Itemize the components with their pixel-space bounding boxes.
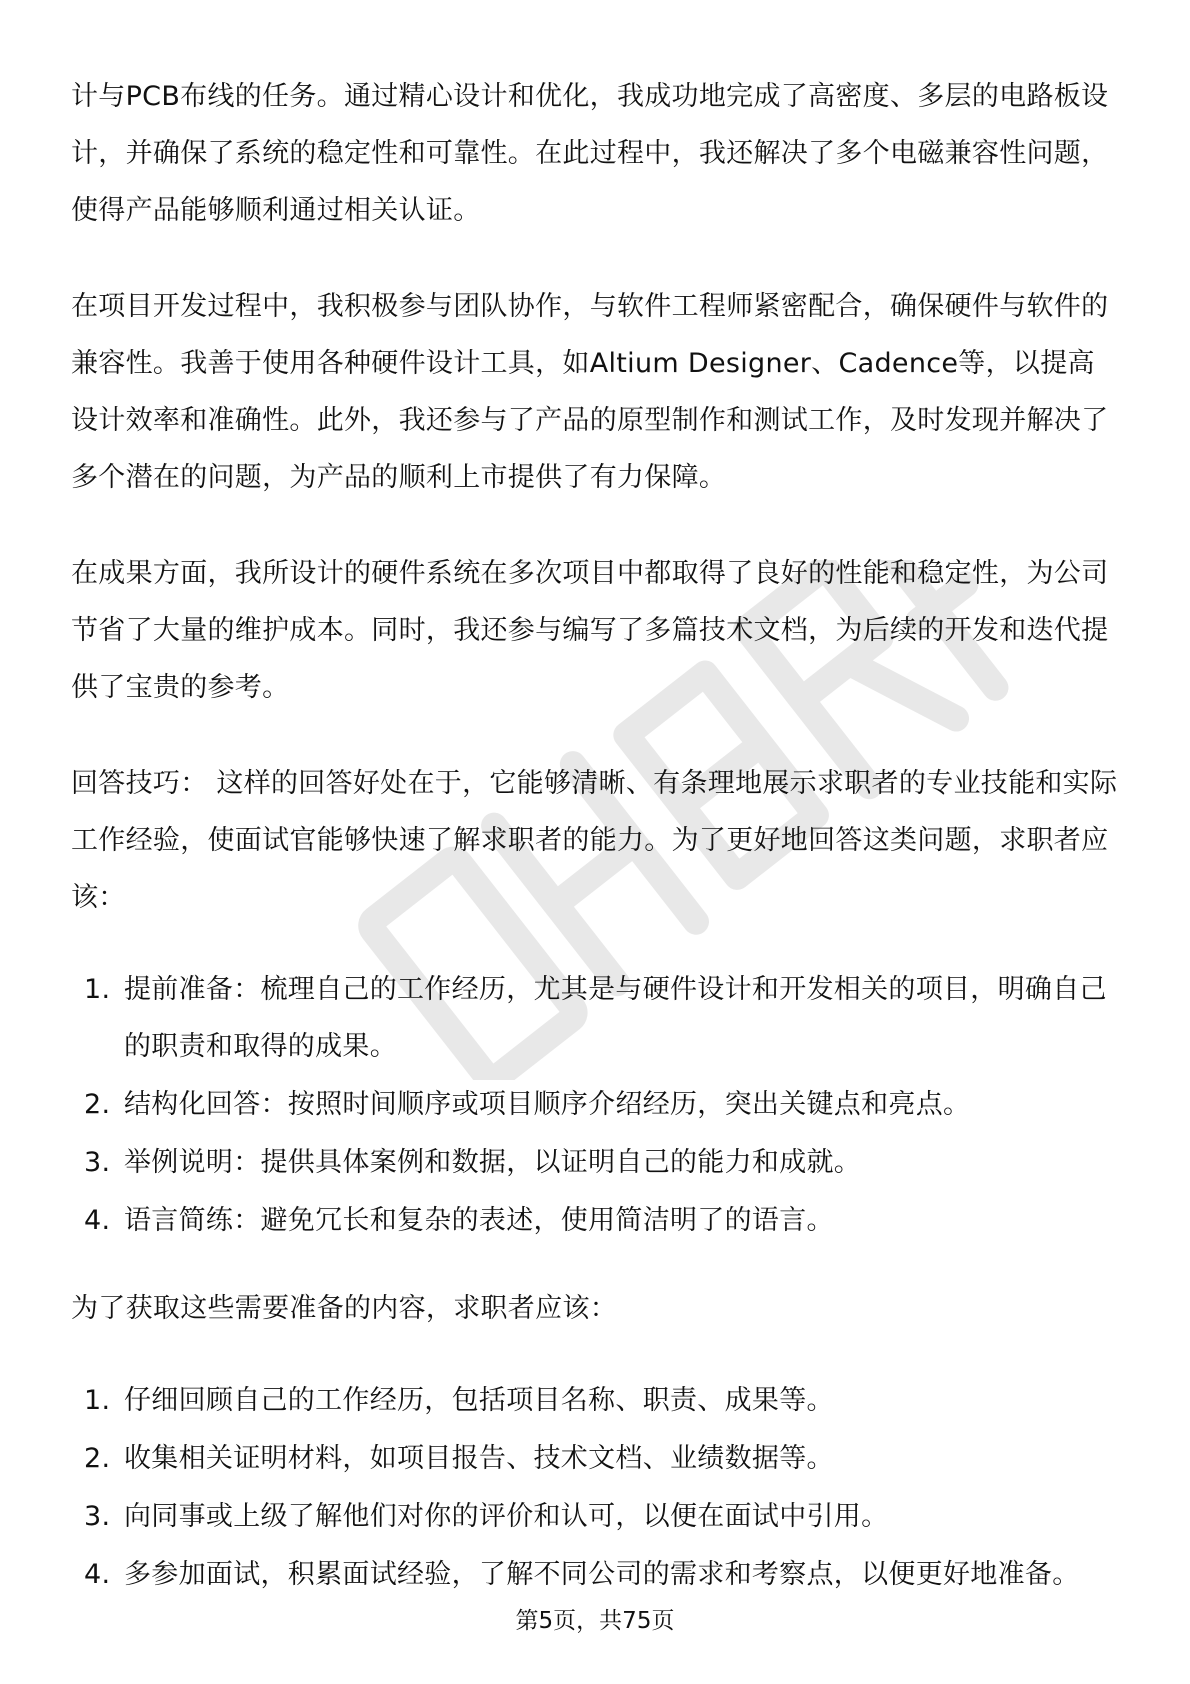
list-item — [71, 1430, 1121, 1487]
list-item-text: 收集相关证明材料，如项目报告、技术文档、业绩数据等。 — [124, 1443, 834, 1474]
list-item-text: 多参加面试，积累面试经验，了解不同公司的需求和考察点，以便更好地准备。 — [124, 1559, 1080, 1590]
list-item-text: 举例说明：提供具体案例和数据，以证明自己的能力和成就。 — [124, 1147, 862, 1178]
list-item-number: 3. — [84, 1147, 111, 1178]
list-item-text: 仔细回顾自己的工作经历，包括项目名称、职责、成果等。 — [124, 1385, 834, 1416]
tips-list — [71, 961, 1121, 1249]
list-item-text: 语言简练：避免冗长和复杂的表述，使用简洁明了的语言。 — [124, 1205, 834, 1236]
list-item — [71, 1134, 1121, 1191]
paragraph-achievements: 在成果方面，我所设计的硬件系统在多次项目中都取得了良好的性能和稳定性，为公司节省了大量的维护成本。同时，我还参与编写了多篇技术文档，为后续的开发和迭代提供了宝贵的参考。 — [71, 558, 1109, 703]
list-item — [71, 961, 1121, 1075]
list-item-text: 向同事或上级了解他们对你的评价和认可，以便在面试中引用。 — [124, 1501, 889, 1532]
list-item-number: 3. — [84, 1501, 111, 1532]
list-item — [71, 1076, 1121, 1133]
document-body — [71, 68, 1121, 1604]
page-number-footer: 第5页，共75页 — [515, 1608, 675, 1634]
list-item — [71, 1546, 1121, 1603]
prep-list — [71, 1372, 1121, 1603]
list-item-text: 结构化回答：按照时间顺序或项目顺序介绍经历，突出关键点和亮点。 — [124, 1089, 971, 1120]
list-item-number: 4. — [84, 1559, 111, 1590]
paragraph-answer-tips: 回答技巧： 这样的回答好处在于，它能够清晰、有条理地展示求职者的专业技能和实际工作经验，使面试官能够快速了解求职者的能力。为了更好地回答这类问题，求职者应该： — [71, 768, 1118, 913]
paragraph-pcb-design: 计与PCB布线的任务。通过精心设计和优化，我成功地完成了高密度、多层的电路板设计，并确保了系统的稳定性和可靠性。在此过程中，我还解决了多个电磁兼容性问题，使得产品能够顺利通过相关认证。 — [71, 81, 1109, 226]
list-item-number: 1. — [84, 974, 111, 1005]
list-item-number: 4. — [84, 1205, 111, 1236]
list-item-number: 1. — [84, 1385, 111, 1416]
list-item-number: 2. — [84, 1089, 111, 1120]
list-item-text: 提前准备：梳理自己的工作经历，尤其是与硬件设计和开发相关的项目，明确自己的职责和取得的成果。 — [124, 974, 1107, 1062]
list-item-number: 2. — [84, 1443, 111, 1474]
list-item — [71, 1192, 1121, 1249]
list-item — [71, 1372, 1121, 1429]
paragraph-project-development: 在项目开发过程中，我积极参与团队协作，与软件工程师紧密配合，确保硬件与软件的兼容性。我善于使用各种硬件设计工具，如Altium Designer、Cadence等，以提高设计效率和准确性。此外，我还参与了产品的原型制作和测试工作，及时发现并解决了多个潜在的问题，为产品的顺利上市提供了有力保障。 — [71, 291, 1109, 493]
paragraph-prep-intro: 为了获取这些需要准备的内容，求职者应该： — [71, 1293, 617, 1324]
list-item — [71, 1488, 1121, 1545]
